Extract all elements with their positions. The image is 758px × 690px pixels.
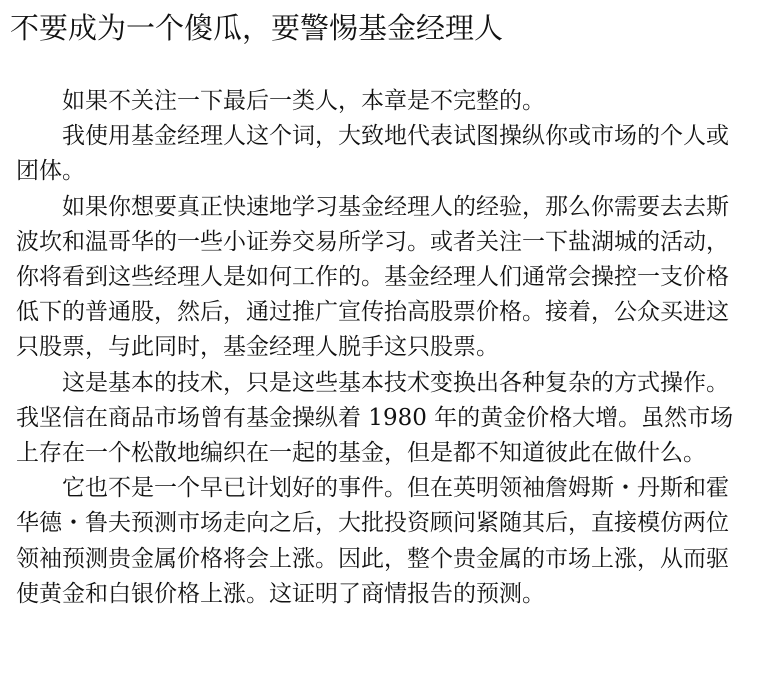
paragraph-1: 如果不关注一下最后一类人，本章是不完整的。 xyxy=(62,88,545,114)
body-text xyxy=(16,84,744,612)
paragraph-3: 如果你想要真正快速地学习基金经理人的经验，那么你需要去去斯波坎和温哥华的一些小证券交易所学习。或者关注一下盐湖城的活动，你将看到这些经理人是如何工作的。基金经理人们通常会操控一支价格低下的普通股，然后，通过推广宣传抬高股票价格。接着，公众买进这只股票，与此同时，基金经理人脱手这只股票。 xyxy=(16,193,729,361)
section-title: 不要成为一个傻瓜，要警惕基金经理人 xyxy=(10,11,504,45)
paragraph-2: 我使用基金经理人这个词，大致地代表试图操纵你或市场的个人或团体。 xyxy=(16,123,729,185)
paragraph-5: 它也不是一个早已计划好的事件。但在英明领袖詹姆斯・丹斯和霍华德・鲁夫预测市场走向之后，大批投资顾问紧随其后，直接模仿两位领袖预测贵金属价格将会上涨。因此，整个贵金属的市场上涨，从而驱使黄金和白银价格上涨。这证明了商情报告的预测。 xyxy=(16,475,729,607)
paragraph-4: 这是基本的技术，只是这些基本技术变换出各种复杂的方式操作。我坚信在商品市场曾有基金操纵着 1980 年的黄金价格大增。虽然市场上存在一个松散地编织在一起的基金，但是都不知道彼此在做什么。 xyxy=(16,369,734,467)
